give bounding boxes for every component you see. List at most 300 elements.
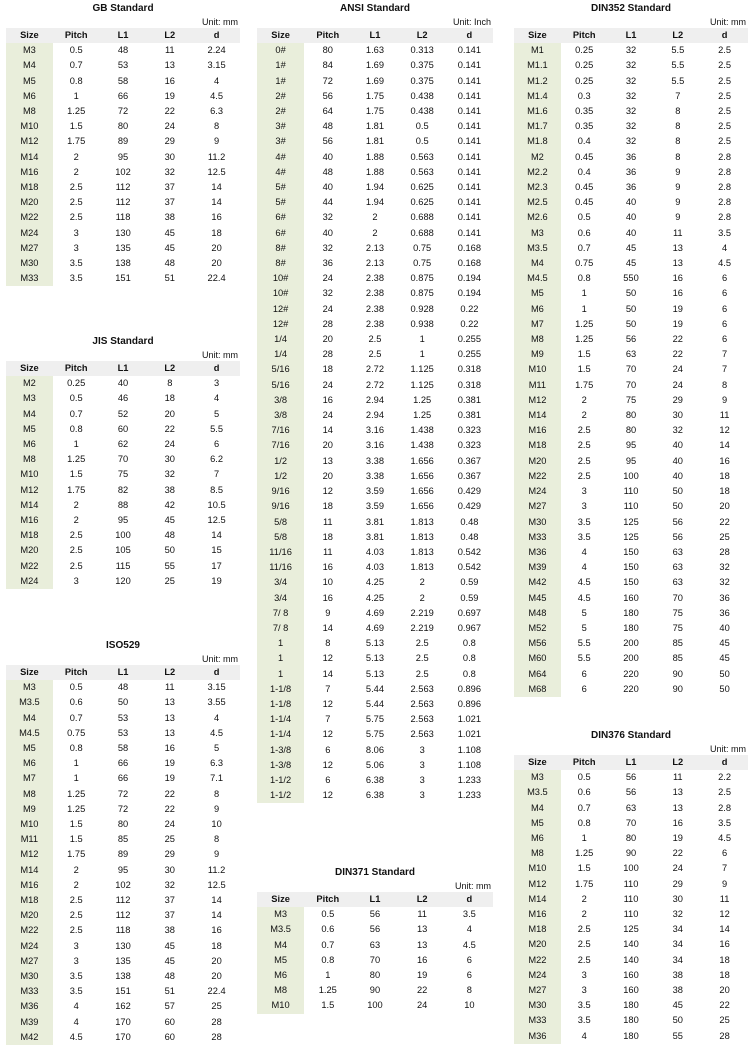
table-title: ANSI Standard: [339, 3, 410, 14]
value-cell: 3.38: [365, 470, 385, 481]
table-row: [514, 226, 748, 241]
value-cell: 3: [419, 774, 425, 785]
size-cell: M33: [514, 530, 561, 545]
value-cell: 13: [416, 939, 428, 950]
value-cell: 160: [623, 592, 639, 603]
size-cell: 1: [257, 636, 304, 651]
value-cell: 37: [164, 895, 175, 906]
value-cell: 12.5: [207, 515, 226, 526]
value-cell: 19: [164, 773, 175, 784]
value-cell: 56: [672, 516, 683, 527]
value-cell: 75: [625, 394, 637, 405]
value-cell: 0.381: [457, 394, 481, 405]
size-cell: 9/16: [257, 484, 304, 499]
value-cell: 0.5: [321, 909, 335, 920]
size-cell: M36: [514, 545, 561, 560]
size-cell: 5/16: [257, 378, 304, 393]
value-cell: 63: [369, 939, 381, 950]
value-cell: 88: [117, 499, 129, 510]
value-cell: 50: [672, 486, 683, 497]
size-cell: M10: [6, 817, 53, 832]
table-row: [514, 332, 748, 347]
value-cell: 72: [117, 803, 129, 814]
value-cell: 36: [625, 182, 637, 193]
value-cell: 4: [73, 1016, 79, 1027]
column-header: Size: [6, 28, 53, 43]
table-row: [257, 651, 493, 666]
value-cell: 0.141: [457, 136, 481, 147]
value-cell: 2.5: [577, 954, 591, 965]
table-row: [6, 908, 240, 923]
size-cell: M30: [514, 998, 561, 1013]
size-cell: 7/ 8: [257, 606, 304, 621]
value-cell: 8: [466, 985, 472, 996]
value-cell: 72: [322, 75, 333, 86]
value-cell: 0.75: [413, 258, 432, 269]
table-row: [6, 680, 240, 695]
value-cell: 28: [322, 349, 333, 360]
value-cell: 0.8: [577, 273, 591, 284]
value-cell: 0.8: [577, 817, 591, 828]
value-cell: 7: [722, 349, 728, 360]
value-cell: 0.3: [577, 90, 591, 101]
value-cell: 0.367: [457, 455, 481, 466]
value-cell: 32: [322, 288, 333, 299]
value-cell: 3: [419, 744, 425, 755]
value-cell: 0.8: [69, 75, 83, 86]
value-cell: 100: [623, 470, 639, 481]
value-cell: 25: [164, 575, 175, 586]
table-row: [514, 302, 748, 317]
size-cell: M16: [6, 513, 53, 528]
table-row: [514, 256, 748, 271]
value-cell: 19: [672, 833, 683, 844]
size-cell: M14: [514, 892, 561, 907]
value-cell: 0.429: [457, 486, 481, 497]
size-cell: M2.2: [514, 165, 561, 180]
value-cell: 2: [73, 166, 79, 177]
value-cell: 0.8: [321, 954, 335, 965]
table-row: [6, 58, 240, 73]
size-cell: M6: [6, 756, 53, 771]
value-cell: 151: [115, 273, 131, 284]
value-cell: 4.25: [365, 592, 385, 603]
size-cell: M33: [6, 984, 53, 999]
value-cell: 6: [214, 439, 220, 450]
value-cell: 1.5: [69, 469, 83, 480]
value-cell: 110: [623, 878, 639, 889]
value-cell: 2: [372, 212, 378, 223]
value-cell: 32: [322, 212, 333, 223]
table-row: [514, 1013, 748, 1028]
value-cell: 3.5: [718, 817, 732, 828]
value-cell: 102: [115, 879, 131, 890]
jis-standard-table: [6, 335, 240, 589]
value-cell: 6: [722, 303, 728, 314]
size-cell: 5#: [257, 180, 304, 195]
value-cell: 135: [115, 955, 131, 966]
value-cell: 162: [115, 1001, 131, 1012]
value-cell: 0.59: [460, 577, 479, 588]
size-cell: M64: [514, 667, 561, 682]
value-cell: 3: [581, 501, 587, 512]
value-cell: 40: [672, 470, 683, 481]
size-cell: M30: [514, 515, 561, 530]
size-cell: M16: [6, 165, 53, 180]
table-row: [6, 1015, 240, 1030]
size-cell: M42: [6, 1030, 53, 1045]
table-row: [257, 226, 493, 241]
value-cell: 18: [719, 470, 730, 481]
value-cell: 2.5: [718, 787, 732, 798]
table-row: [257, 484, 493, 499]
size-cell: M6: [514, 302, 561, 317]
value-cell: 80: [322, 45, 333, 56]
column-header: L1: [100, 28, 147, 43]
value-cell: 22.4: [207, 273, 226, 284]
table-row: [6, 180, 240, 195]
value-cell: 170: [115, 1016, 131, 1027]
value-cell: 0.896: [457, 698, 481, 709]
value-cell: 48: [164, 530, 175, 541]
value-cell: 1: [581, 833, 587, 844]
value-cell: 2: [372, 227, 378, 238]
ansi-standard-table: [257, 2, 493, 803]
column-header: L2: [146, 665, 193, 680]
value-cell: 14: [322, 668, 333, 679]
value-cell: 19: [672, 303, 683, 314]
value-cell: 72: [117, 788, 129, 799]
value-cell: 2: [73, 515, 79, 526]
value-cell: 0.688: [410, 212, 434, 223]
value-cell: 2.5: [718, 90, 732, 101]
value-cell: 20: [322, 440, 333, 451]
value-cell: 151: [115, 986, 131, 997]
value-cell: 18: [719, 954, 730, 965]
size-cell: M6: [6, 437, 53, 452]
table-row: [514, 499, 748, 514]
value-cell: 1: [73, 758, 79, 769]
value-cell: 45: [719, 638, 730, 649]
value-cell: 14: [322, 622, 333, 633]
value-cell: 66: [117, 90, 129, 101]
table-row: [514, 286, 748, 301]
table-row: [6, 574, 240, 589]
table-row: [257, 907, 493, 922]
value-cell: 18: [164, 393, 175, 404]
value-cell: 0.429: [457, 501, 481, 512]
value-cell: 53: [117, 712, 129, 723]
value-cell: 70: [369, 954, 381, 965]
value-cell: 1.75: [575, 878, 594, 889]
size-cell: M8: [257, 983, 304, 998]
value-cell: 13: [672, 242, 683, 253]
value-cell: 8: [325, 638, 331, 649]
value-cell: 22: [672, 848, 683, 859]
value-cell: 2: [419, 592, 425, 603]
value-cell: 38: [164, 484, 175, 495]
value-cell: 0.141: [457, 151, 481, 162]
value-cell: 56: [625, 772, 637, 783]
size-cell: M39: [514, 560, 561, 575]
table-row: [6, 741, 240, 756]
value-cell: 4: [581, 1030, 587, 1041]
value-cell: 11.2: [207, 864, 226, 875]
value-cell: 58: [117, 75, 129, 86]
value-cell: 3.5: [577, 1015, 591, 1026]
table-row: [6, 43, 240, 58]
value-cell: 2: [419, 577, 425, 588]
table-row: [257, 74, 493, 89]
size-cell: M4: [6, 58, 53, 73]
value-cell: 12: [719, 425, 730, 436]
value-cell: 3.5: [69, 273, 83, 284]
value-cell: 24: [322, 379, 333, 390]
value-cell: 14: [211, 182, 222, 193]
size-cell: 1: [257, 667, 304, 682]
value-cell: 19: [164, 758, 175, 769]
value-cell: 220: [623, 683, 639, 694]
value-cell: 32: [625, 90, 637, 101]
column-header: Size: [6, 665, 53, 680]
size-cell: M33: [6, 271, 53, 286]
value-cell: 24: [164, 121, 175, 132]
value-cell: 20: [164, 408, 175, 419]
value-cell: 2.13: [365, 258, 385, 269]
table-row: [514, 892, 748, 907]
value-cell: 63: [672, 577, 683, 588]
value-cell: 89: [117, 136, 129, 147]
table-row: [257, 922, 493, 937]
value-cell: 3: [73, 955, 79, 966]
size-cell: M6: [514, 831, 561, 846]
size-cell: 1#: [257, 58, 304, 73]
size-cell: M22: [6, 559, 53, 574]
value-cell: 12: [322, 698, 333, 709]
value-cell: 4.5: [210, 727, 224, 738]
table-row: [257, 302, 493, 317]
value-cell: 70: [117, 454, 129, 465]
value-cell: 13: [164, 60, 175, 71]
value-cell: 2.38: [365, 273, 385, 284]
table-row: [6, 695, 240, 710]
value-cell: 11: [322, 516, 333, 527]
value-cell: 25: [164, 834, 175, 845]
value-cell: 20: [211, 955, 222, 966]
value-cell: 2.24: [207, 45, 226, 56]
value-cell: 135: [115, 242, 131, 253]
value-cell: 56: [322, 90, 333, 101]
table-row: [257, 256, 493, 271]
value-cell: 14: [322, 425, 333, 436]
value-cell: 80: [369, 970, 381, 981]
size-cell: M5: [514, 286, 561, 301]
value-cell: 2.5: [718, 121, 732, 132]
table-row: [257, 758, 493, 773]
value-cell: 37: [164, 197, 175, 208]
value-cell: 1: [581, 303, 587, 314]
value-cell: 10: [211, 819, 222, 830]
value-cell: 5.5: [210, 423, 224, 434]
table-row: [514, 530, 748, 545]
value-cell: 3.15: [207, 60, 226, 71]
value-cell: 20: [211, 971, 222, 982]
value-cell: 40: [672, 455, 683, 466]
table-row: [6, 711, 240, 726]
value-cell: 11: [672, 227, 683, 238]
value-cell: 0.75: [413, 242, 432, 253]
value-cell: 80: [117, 819, 129, 830]
value-cell: 2.5: [577, 939, 591, 950]
size-cell: M20: [514, 454, 561, 469]
value-cell: 48: [117, 682, 129, 693]
size-cell: M2.6: [514, 210, 561, 225]
table-row: [257, 195, 493, 210]
value-cell: 110: [623, 893, 639, 904]
value-cell: 2.5: [69, 895, 83, 906]
table-row: [257, 968, 493, 983]
value-cell: 2.72: [365, 379, 385, 390]
value-cell: 0.542: [457, 546, 481, 557]
size-cell: M24: [6, 939, 53, 954]
table-row: [6, 376, 240, 391]
value-cell: 2.5: [69, 197, 83, 208]
value-cell: 70: [672, 592, 683, 603]
size-cell: M8: [514, 332, 561, 347]
size-cell: M24: [514, 968, 561, 983]
value-cell: 0.255: [457, 349, 481, 360]
value-cell: 1.81: [365, 121, 385, 132]
table-row: [514, 469, 748, 484]
value-cell: 0.8: [69, 743, 83, 754]
column-header: d: [193, 28, 240, 43]
value-cell: 14: [719, 924, 730, 935]
value-cell: 38: [672, 969, 683, 980]
din352-standard-table: [514, 2, 748, 697]
table-row: [6, 528, 240, 543]
value-cell: 6: [466, 970, 472, 981]
size-cell: M9: [6, 802, 53, 817]
table-row: [514, 104, 748, 119]
table-row: [514, 210, 748, 225]
value-cell: 102: [115, 166, 131, 177]
value-cell: 0.313: [410, 45, 434, 56]
value-cell: 2.5: [718, 136, 732, 147]
value-cell: 10: [464, 1000, 475, 1011]
value-cell: 11.2: [207, 151, 226, 162]
value-cell: 2.8: [718, 197, 732, 208]
table-row: [514, 362, 748, 377]
value-cell: 36: [625, 151, 637, 162]
column-header: d: [446, 28, 493, 43]
column-header: Size: [514, 28, 561, 43]
value-cell: 2.5: [69, 925, 83, 936]
size-cell: 2#: [257, 89, 304, 104]
size-cell: M2.5: [514, 195, 561, 210]
value-cell: 118: [115, 925, 131, 936]
table-row: [6, 984, 240, 999]
table-row: [257, 998, 493, 1013]
size-cell: 11/16: [257, 560, 304, 575]
value-cell: 1.75: [365, 106, 385, 117]
size-cell: M7: [514, 317, 561, 332]
value-cell: 0.563: [410, 166, 434, 177]
value-cell: 16: [322, 394, 333, 405]
value-cell: 4: [73, 1001, 79, 1012]
value-cell: 60: [164, 1016, 175, 1027]
value-cell: 32: [625, 106, 637, 117]
value-cell: 82: [117, 484, 129, 495]
value-cell: 32: [164, 469, 175, 480]
value-cell: 1.5: [577, 863, 591, 874]
table-row: [514, 846, 748, 861]
value-cell: 57: [164, 1001, 175, 1012]
value-cell: 50: [625, 303, 637, 314]
value-cell: 36: [322, 258, 333, 269]
size-cell: M12: [6, 483, 53, 498]
table-row: [6, 74, 240, 89]
size-cell: M4: [514, 256, 561, 271]
table-row: [514, 877, 748, 892]
size-cell: M11: [6, 832, 53, 847]
value-cell: 0.5: [577, 212, 591, 223]
value-cell: 3.38: [365, 455, 385, 466]
size-cell: M3.5: [514, 785, 561, 800]
table-row: [514, 165, 748, 180]
value-cell: 51: [164, 986, 175, 997]
value-cell: 30: [164, 454, 175, 465]
column-header: Pitch: [53, 361, 100, 376]
value-cell: 100: [115, 530, 131, 541]
value-cell: 56: [369, 924, 381, 935]
value-cell: 17: [211, 560, 222, 571]
value-cell: 9: [214, 136, 220, 147]
value-cell: 3.55: [207, 697, 226, 708]
value-cell: 2: [581, 394, 587, 405]
size-cell: M14: [514, 408, 561, 423]
table-row: [514, 667, 748, 682]
value-cell: 4.03: [365, 546, 385, 557]
value-cell: 2: [73, 879, 79, 890]
value-cell: 95: [117, 515, 129, 526]
value-cell: 6: [581, 683, 587, 694]
value-cell: 38: [164, 212, 175, 223]
value-cell: 75: [117, 469, 129, 480]
value-cell: 58: [117, 743, 129, 754]
value-cell: 0.45: [575, 151, 594, 162]
value-cell: 0.4: [577, 136, 591, 147]
value-cell: 2.5: [69, 910, 83, 921]
value-cell: 130: [115, 227, 131, 238]
value-cell: 2.8: [718, 802, 732, 813]
size-cell: M22: [514, 953, 561, 968]
size-cell: M3: [257, 907, 304, 922]
size-cell: M2: [6, 376, 53, 391]
value-cell: 13: [416, 924, 428, 935]
value-cell: 0.255: [457, 334, 481, 345]
size-cell: 1-1/8: [257, 697, 304, 712]
table-row: [6, 119, 240, 134]
value-cell: 0.35: [575, 106, 594, 117]
table-row: [514, 134, 748, 149]
column-header: L1: [100, 665, 147, 680]
value-cell: 8.06: [365, 744, 385, 755]
value-cell: 29: [672, 394, 683, 405]
table-row: [514, 89, 748, 104]
value-cell: 0.938: [410, 318, 434, 329]
size-cell: M39: [6, 1015, 53, 1030]
value-cell: 6: [325, 744, 331, 755]
